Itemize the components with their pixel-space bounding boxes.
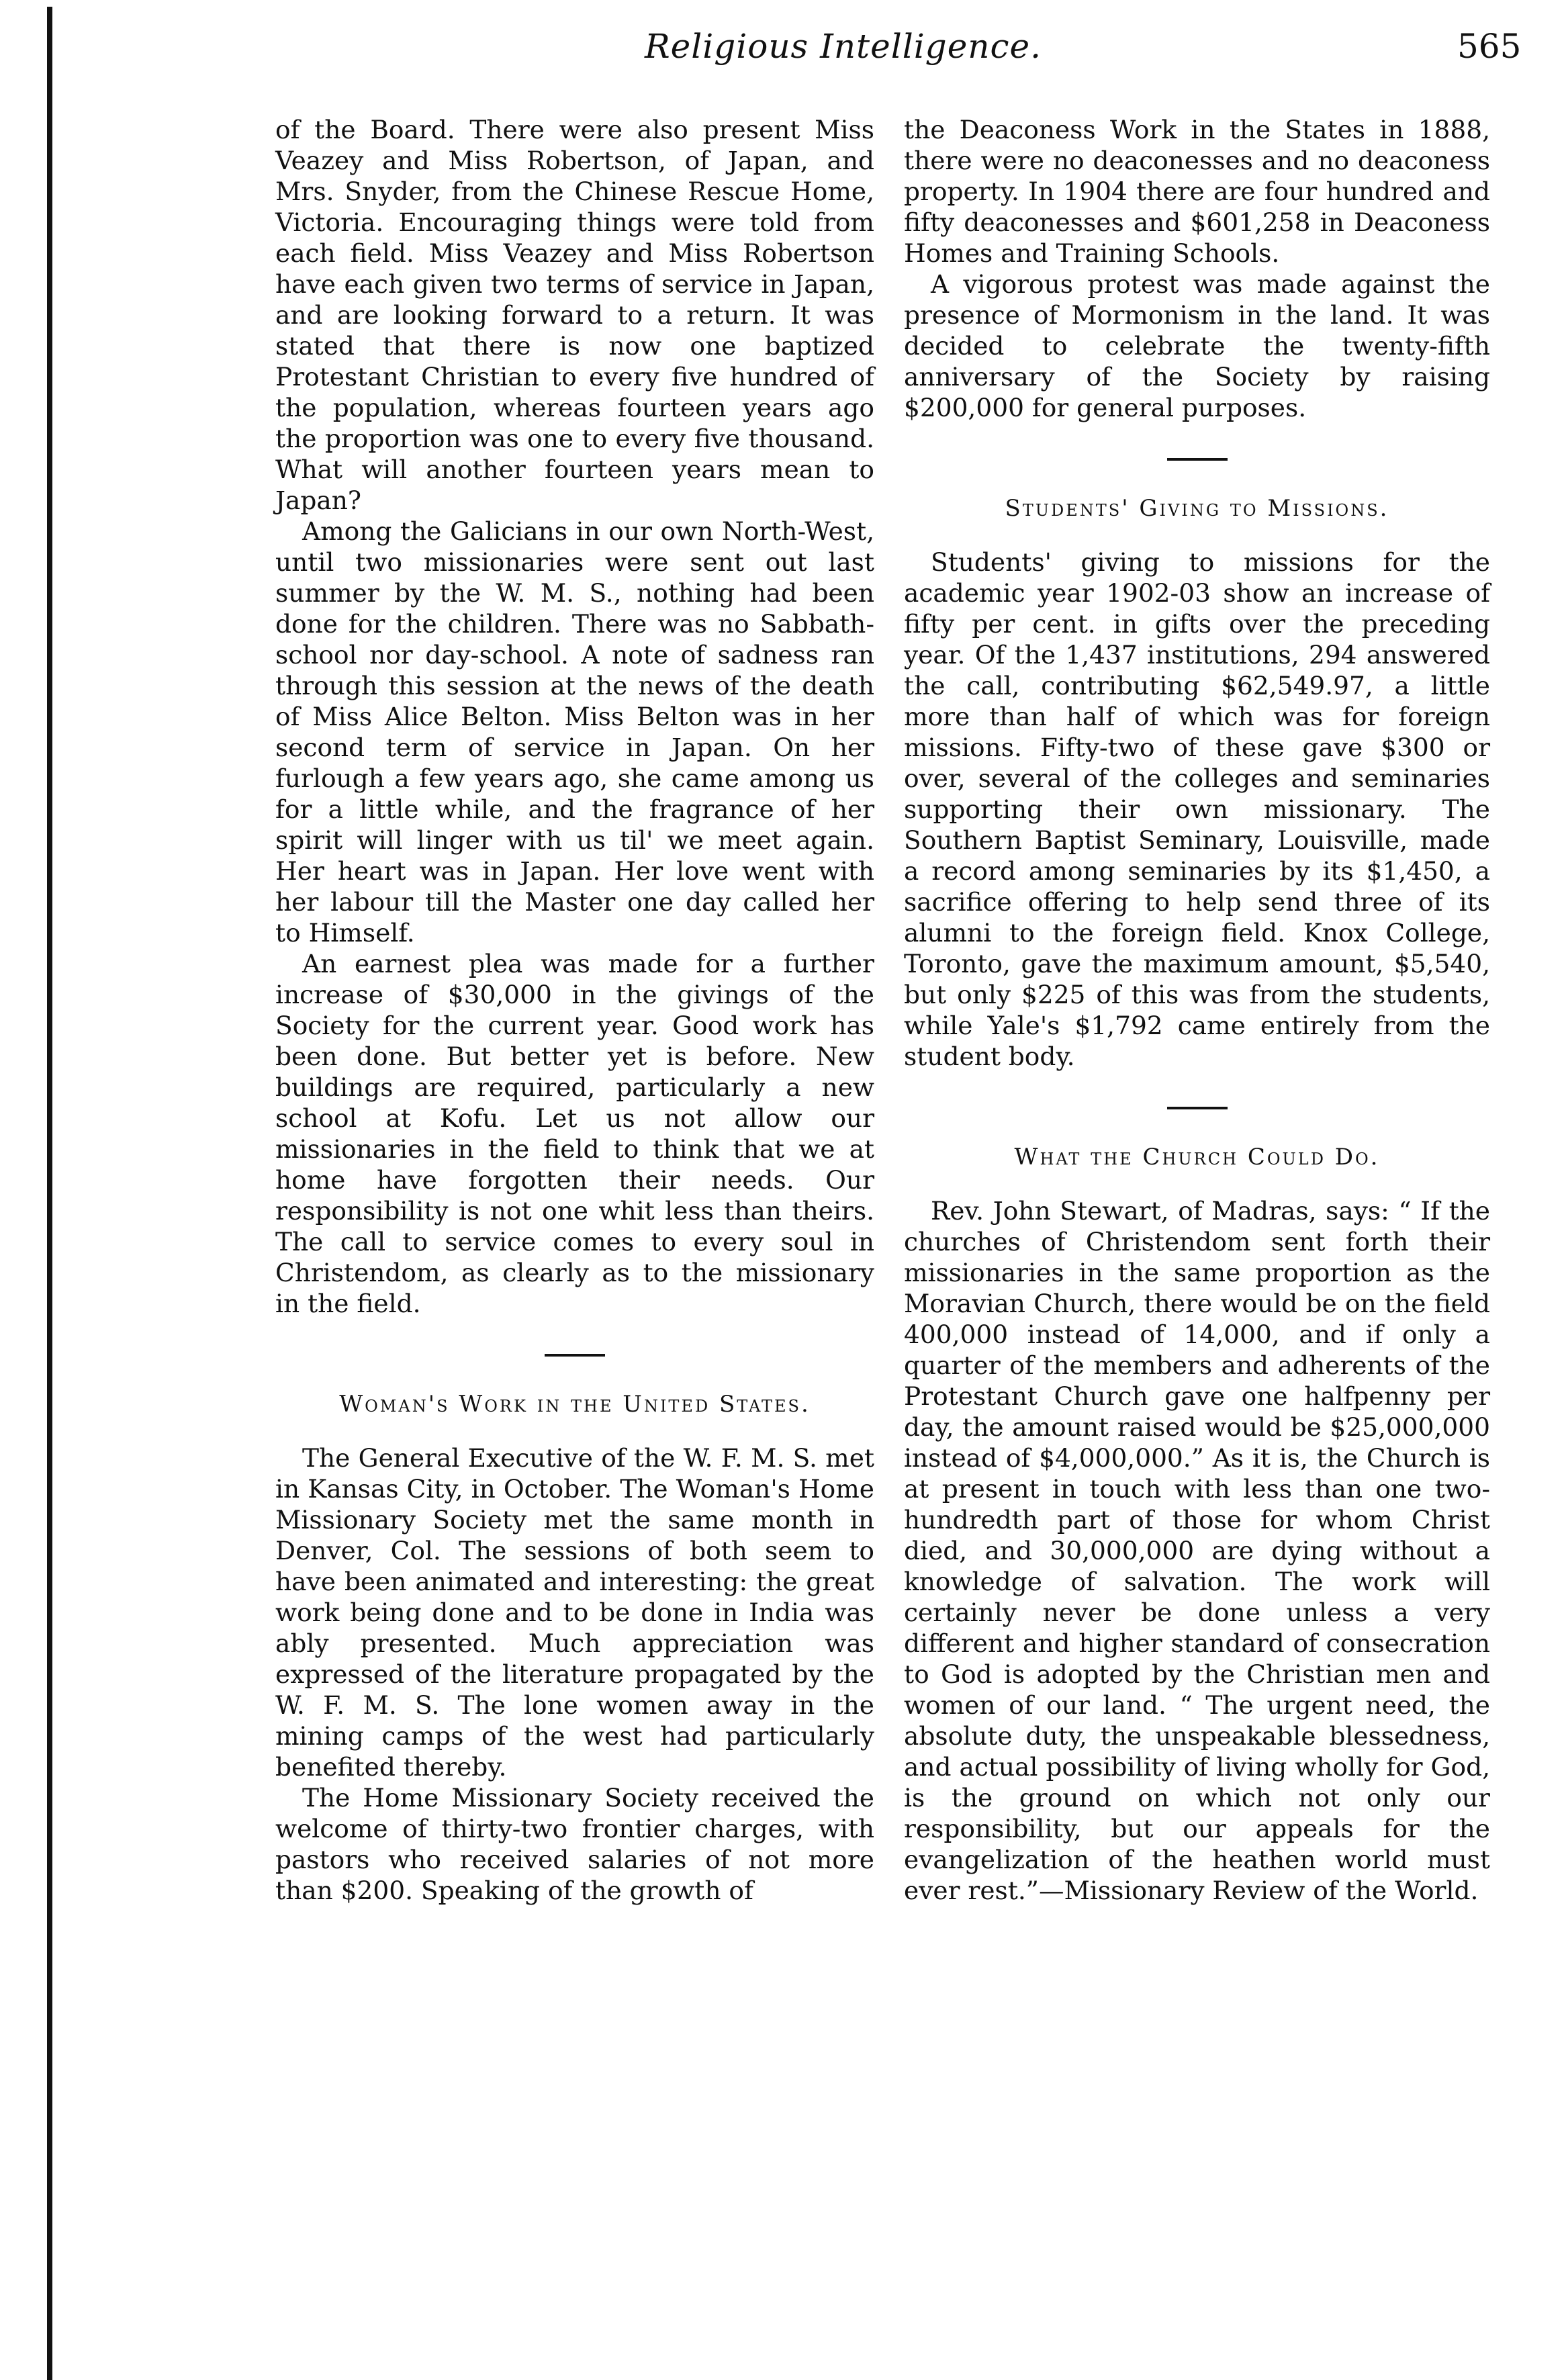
paragraph: Among the Galicians in our own North-West, until two missionaries were sent out last summer by the W. M. S., nothing had been done for the children. There was no Sabbath-school nor day-school. A note of sadness ran through this session at the news of the death of Miss Alice Belton. Miss Belton was in her second term of service in Japan. On her furlough a few years ago, she came among us for a little while, and the fragrance of her spirit will linger with us til' we meet again. Her heart was in Japan. Her love went with her labour till the Master one day called her to Himself. [275,516,874,948]
section-divider [1167,1107,1228,1109]
paragraph: The General Executive of the W. F. M. S. met in Kansas City, in October. The Woman's Home Missionary Society met the same month in Denver, Col. The sessions of both seem to have been animated and interesting: the great work being done and to be done in India was ably presented. Much appreciation was expressed of the literature propagated by the W. F. M. S. The lone women away in the mining camps of the west had particularly benefited thereby. [275,1443,874,1782]
paragraph: the Deaconess Work in the States in 1888, there were no deaconesses and no deaconess property. In 1904 there are four hundred and fifty deaconesses and $601,258 in Deaconess Homes and Training Schools. [904,115,1490,268]
section-heading: What the Church Could Do. [1014,1144,1380,1171]
paragraph: A vigorous protest was made against the presence of Mormonism in the land. It was decided to celebrate the twenty-fifth anniversary of the Society by raising $200,000 for general purposes. [904,269,1490,422]
paragraph: Students' giving to missions for the academic year 1902-03 show an increase of fifty per cent. in gifts over the preceding year. Of the 1,437 institutions, 294 answered the call, contributing $62,549.97, a little more than half of which was for foreign missions. Fifty-two of these gave $300 or over, several of the colleges and seminaries supporting their own missionary. The Southern Baptist Seminary, Louisville, made a record among seminaries by its $1,450, a sacrifice offering to help send three of its alumni to the foreign field. Knox College, Toronto, gave the maximum amount, $5,540, but only $225 of this was from the students, while Yale's $1,792 came entirely from the student body. [904,547,1490,1071]
section-divider [1167,458,1228,461]
paragraph: Rev. John Stewart, of Madras, says: “ If the churches of Christendom sent forth their missionaries in the same proportion as the Moravian Church, there would be on the field 400,000 instead of 14,000, and if only a quarter of the members and adherents of the Protestant Church gave one halfpenny per day, the amount raised would be $25,000,000 instead of $4,000,000.” As it is, the Church is at present in touch with less than one two-hundredth part of those for whom Christ died, and 30,000,000 are dying without a knowledge of salvation. The work will certainly never be done unless a very different and higher standard of consecration to God is adopted by the Christian men and women of our land. “ The urgent need, the absolute duty, the unspeakable blessedness, and actual possibility of living wholly for God, is the ground on which not only our responsibility, but our appeals for the evangelization of the heathen world must ever rest.”—Missionary Review of the World. [904,1196,1490,1905]
paragraph: of the Board. There were also present Miss Veazey and Miss Robertson, of Japan, and Mrs. Snyder, from the Chinese Rescue Home, Victoria. Encouraging things were told from each field. Miss Veazey and Miss Robertson have each given two terms of service in Japan, and are looking forward to a return. It was stated that there is now one baptized Protestant Christian to every five hundred of the population, whereas fourteen years ago the proportion was one to every five thousand. What will another fourteen years mean to Japan? [275,115,874,515]
left-column [275,114,874,1906]
right-column [904,114,1490,1906]
running-title: Religious Intelligence. [645,27,1042,66]
binding-edge-rule [47,7,52,2380]
section-divider [545,1354,605,1357]
page-number: 565 [1457,27,1522,66]
section-heading: Woman's Work in the United States. [339,1391,811,1418]
paragraph: An earnest plea was made for a further increase of $30,000 in the givings of the Society for the current year. Good work has been done. But better yet is before. New buildings are required, particularly a new school at Kofu. Let us not allow our missionaries in the field to think that we at home have forgotten their needs. Our responsibility is not one whit less than theirs. The call to service comes to every soul in Christendom, as clearly as to the missionary in the field. [275,949,874,1318]
section-heading: Students' Giving to Missions. [1005,495,1389,522]
paragraph: The Home Missionary Society received the welcome of thirty-two frontier charges, with pastors who received salaries of not more than $200. Speaking of the growth of [275,1783,874,1905]
